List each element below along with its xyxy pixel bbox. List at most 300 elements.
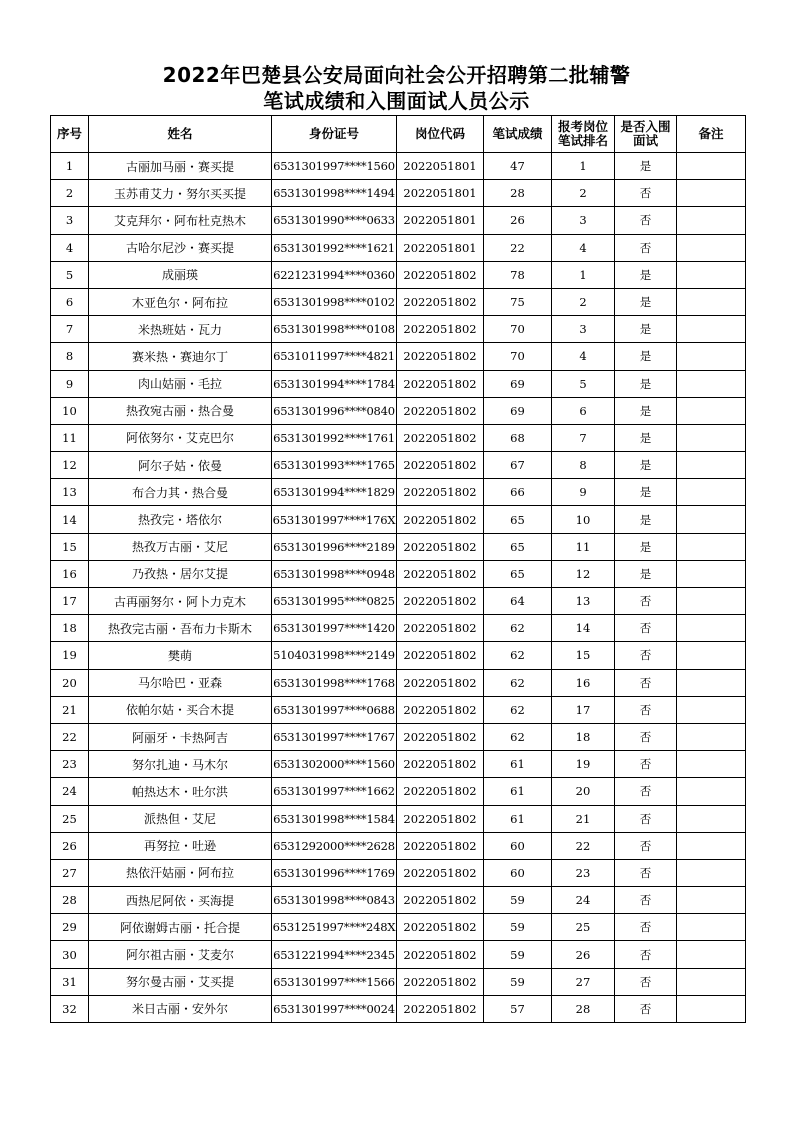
cell-score: 62	[484, 615, 552, 642]
cell-note	[677, 234, 746, 261]
cell-score: 60	[484, 832, 552, 859]
cell-rank: 16	[552, 669, 615, 696]
cell-rank: 21	[552, 805, 615, 832]
cell-name: 依帕尔姑・买合木提	[89, 696, 272, 723]
cell-name: 热依汗姑丽・阿布拉	[89, 859, 272, 886]
cell-position-code: 2022051802	[397, 914, 484, 941]
cell-position-code: 2022051802	[397, 887, 484, 914]
cell-position-code: 2022051801	[397, 153, 484, 180]
cell-note	[677, 642, 746, 669]
cell-id: 6531301998****0108	[272, 316, 397, 343]
cell-seq: 31	[51, 968, 89, 995]
cell-rank: 6	[552, 397, 615, 424]
cell-note	[677, 452, 746, 479]
cell-id: 6531301997****176X	[272, 506, 397, 533]
cell-name: 阿依努尔・艾克巴尔	[89, 424, 272, 451]
cell-rank: 10	[552, 506, 615, 533]
cell-note	[677, 805, 746, 832]
cell-score: 78	[484, 261, 552, 288]
cell-id: 6531301993****1765	[272, 452, 397, 479]
cell-note	[677, 615, 746, 642]
header-name: 姓名	[89, 116, 272, 153]
cell-seq: 6	[51, 288, 89, 315]
cell-id: 6531301994****1784	[272, 370, 397, 397]
cell-pass: 否	[615, 859, 677, 886]
table-row	[51, 832, 746, 859]
cell-note	[677, 370, 746, 397]
cell-name: 赛米热・赛迪尔丁	[89, 343, 272, 370]
cell-position-code: 2022051802	[397, 696, 484, 723]
cell-note	[677, 995, 746, 1022]
cell-score: 62	[484, 696, 552, 723]
cell-name: 米日古丽・安外尔	[89, 995, 272, 1022]
cell-pass: 是	[615, 533, 677, 560]
cell-position-code: 2022051802	[397, 941, 484, 968]
cell-name: 乃孜热・居尔艾提	[89, 560, 272, 587]
cell-note	[677, 479, 746, 506]
header-rank: 报考岗位笔试排名	[552, 116, 615, 153]
cell-name: 古丽加马丽・赛买提	[89, 153, 272, 180]
cell-seq: 11	[51, 424, 89, 451]
cell-id: 6531301992****1761	[272, 424, 397, 451]
cell-score: 65	[484, 560, 552, 587]
cell-score: 69	[484, 397, 552, 424]
cell-rank: 2	[552, 180, 615, 207]
cell-note	[677, 914, 746, 941]
cell-seq: 18	[51, 615, 89, 642]
table-row	[51, 506, 746, 533]
table-row	[51, 805, 746, 832]
table-row	[51, 343, 746, 370]
cell-seq: 2	[51, 180, 89, 207]
cell-note	[677, 778, 746, 805]
cell-position-code: 2022051802	[397, 261, 484, 288]
cell-position-code: 2022051802	[397, 751, 484, 778]
cell-pass: 否	[615, 180, 677, 207]
cell-position-code: 2022051802	[397, 316, 484, 343]
cell-name: 布合力其・热合曼	[89, 479, 272, 506]
table-row	[51, 995, 746, 1022]
header-pass: 是否入围面试	[615, 116, 677, 153]
cell-note	[677, 533, 746, 560]
cell-seq: 3	[51, 207, 89, 234]
cell-seq: 17	[51, 588, 89, 615]
table-row	[51, 370, 746, 397]
table-row	[51, 615, 746, 642]
cell-note	[677, 316, 746, 343]
cell-score: 61	[484, 805, 552, 832]
cell-score: 64	[484, 588, 552, 615]
cell-seq: 12	[51, 452, 89, 479]
cell-rank: 14	[552, 615, 615, 642]
cell-rank: 22	[552, 832, 615, 859]
cell-pass: 是	[615, 288, 677, 315]
cell-note	[677, 832, 746, 859]
table-row	[51, 914, 746, 941]
cell-seq: 32	[51, 995, 89, 1022]
cell-id: 6531301995****0825	[272, 588, 397, 615]
page-title: 2022年巴楚县公安局面向社会公开招聘第二批辅警	[162, 63, 631, 87]
cell-name: 热孜万古丽・艾尼	[89, 533, 272, 560]
cell-rank: 2	[552, 288, 615, 315]
cell-score: 57	[484, 995, 552, 1022]
cell-note	[677, 560, 746, 587]
cell-position-code: 2022051802	[397, 479, 484, 506]
cell-position-code: 2022051801	[397, 207, 484, 234]
cell-position-code: 2022051802	[397, 560, 484, 587]
cell-id: 6531301998****1584	[272, 805, 397, 832]
cell-score: 68	[484, 424, 552, 451]
cell-id: 6531011997****4821	[272, 343, 397, 370]
cell-rank: 13	[552, 588, 615, 615]
cell-rank: 27	[552, 968, 615, 995]
table-row	[51, 560, 746, 587]
cell-name: 樊萌	[89, 642, 272, 669]
cell-rank: 9	[552, 479, 615, 506]
cell-note	[677, 343, 746, 370]
table-row	[51, 887, 746, 914]
header-score: 笔试成绩	[484, 116, 552, 153]
cell-id: 6531301996****0840	[272, 397, 397, 424]
cell-pass: 否	[615, 995, 677, 1022]
cell-rank: 15	[552, 642, 615, 669]
cell-seq: 23	[51, 751, 89, 778]
cell-name: 阿尔祖古丽・艾麦尔	[89, 941, 272, 968]
table-row	[51, 968, 746, 995]
header-seq: 序号	[51, 116, 89, 153]
cell-score: 65	[484, 506, 552, 533]
cell-name: 阿丽牙・卡热阿吉	[89, 723, 272, 750]
cell-pass: 是	[615, 479, 677, 506]
table-row	[51, 751, 746, 778]
cell-name: 西热尼阿依・买海提	[89, 887, 272, 914]
cell-name: 成丽瑛	[89, 261, 272, 288]
cell-score: 26	[484, 207, 552, 234]
cell-name: 努尔扎迪・马木尔	[89, 751, 272, 778]
cell-note	[677, 424, 746, 451]
cell-position-code: 2022051802	[397, 642, 484, 669]
cell-pass: 是	[615, 452, 677, 479]
table-row	[51, 642, 746, 669]
table-row	[51, 207, 746, 234]
cell-rank: 26	[552, 941, 615, 968]
cell-score: 65	[484, 533, 552, 560]
cell-id: 6531221994****2345	[272, 941, 397, 968]
cell-name: 热孜宛古丽・热合曼	[89, 397, 272, 424]
cell-position-code: 2022051802	[397, 723, 484, 750]
cell-pass: 否	[615, 887, 677, 914]
cell-id: 6531301997****0688	[272, 696, 397, 723]
cell-seq: 14	[51, 506, 89, 533]
cell-id: 6531301997****1560	[272, 153, 397, 180]
table-row	[51, 859, 746, 886]
cell-position-code: 2022051801	[397, 180, 484, 207]
cell-pass: 否	[615, 723, 677, 750]
cell-seq: 1	[51, 153, 89, 180]
cell-pass: 否	[615, 207, 677, 234]
cell-score: 59	[484, 887, 552, 914]
table-row	[51, 180, 746, 207]
cell-position-code: 2022051802	[397, 669, 484, 696]
cell-name: 阿尔子姑・依曼	[89, 452, 272, 479]
cell-note	[677, 669, 746, 696]
cell-position-code: 2022051802	[397, 805, 484, 832]
cell-pass: 是	[615, 343, 677, 370]
cell-id: 6531301998****1494	[272, 180, 397, 207]
cell-name: 帕热达木・吐尔洪	[89, 778, 272, 805]
cell-id: 6531301997****0024	[272, 995, 397, 1022]
cell-rank: 7	[552, 424, 615, 451]
table-row	[51, 941, 746, 968]
cell-name: 古哈尔尼沙・赛买提	[89, 234, 272, 261]
cell-score: 59	[484, 941, 552, 968]
cell-name: 马尔哈巴・亚森	[89, 669, 272, 696]
cell-note	[677, 696, 746, 723]
cell-name: 努尔曼古丽・艾买提	[89, 968, 272, 995]
cell-id: 5104031998****2149	[272, 642, 397, 669]
header-position-code: 岗位代码	[397, 116, 484, 153]
cell-position-code: 2022051802	[397, 397, 484, 424]
cell-id: 6531301990****0633	[272, 207, 397, 234]
cell-score: 22	[484, 234, 552, 261]
cell-id: 6531301997****1420	[272, 615, 397, 642]
cell-rank: 24	[552, 887, 615, 914]
cell-position-code: 2022051802	[397, 343, 484, 370]
cell-position-code: 2022051802	[397, 615, 484, 642]
cell-id: 6531301998****0948	[272, 560, 397, 587]
cell-position-code: 2022051802	[397, 424, 484, 451]
cell-pass: 是	[615, 560, 677, 587]
cell-score: 66	[484, 479, 552, 506]
cell-score: 47	[484, 153, 552, 180]
cell-pass: 是	[615, 506, 677, 533]
cell-position-code: 2022051802	[397, 533, 484, 560]
cell-id: 6531251997****248X	[272, 914, 397, 941]
cell-position-code: 2022051802	[397, 506, 484, 533]
cell-name: 米热班姑・瓦力	[89, 316, 272, 343]
cell-note	[677, 397, 746, 424]
cell-pass: 否	[615, 696, 677, 723]
table-row	[51, 316, 746, 343]
cell-seq: 8	[51, 343, 89, 370]
cell-pass: 否	[615, 751, 677, 778]
cell-note	[677, 941, 746, 968]
cell-seq: 30	[51, 941, 89, 968]
cell-pass: 是	[615, 261, 677, 288]
table-row	[51, 669, 746, 696]
cell-rank: 18	[552, 723, 615, 750]
cell-score: 69	[484, 370, 552, 397]
cell-name: 木亚色尔・阿布拉	[89, 288, 272, 315]
cell-id: 6531301994****1829	[272, 479, 397, 506]
header-row	[51, 116, 746, 153]
cell-seq: 28	[51, 887, 89, 914]
cell-score: 62	[484, 642, 552, 669]
cell-position-code: 2022051802	[397, 968, 484, 995]
cell-score: 28	[484, 180, 552, 207]
cell-seq: 15	[51, 533, 89, 560]
cell-rank: 17	[552, 696, 615, 723]
cell-pass: 否	[615, 832, 677, 859]
cell-id: 6531301998****0843	[272, 887, 397, 914]
cell-pass: 否	[615, 805, 677, 832]
cell-note	[677, 751, 746, 778]
table-row	[51, 153, 746, 180]
cell-note	[677, 261, 746, 288]
cell-score: 62	[484, 669, 552, 696]
cell-seq: 24	[51, 778, 89, 805]
cell-score: 60	[484, 859, 552, 886]
cell-position-code: 2022051801	[397, 234, 484, 261]
cell-seq: 9	[51, 370, 89, 397]
cell-seq: 7	[51, 316, 89, 343]
cell-seq: 21	[51, 696, 89, 723]
cell-name: 派热但・艾尼	[89, 805, 272, 832]
cell-position-code: 2022051802	[397, 995, 484, 1022]
cell-id: 6531301997****1662	[272, 778, 397, 805]
table-row	[51, 452, 746, 479]
cell-score: 67	[484, 452, 552, 479]
cell-pass: 否	[615, 914, 677, 941]
cell-score: 59	[484, 914, 552, 941]
cell-id: 6531302000****1560	[272, 751, 397, 778]
table-row	[51, 778, 746, 805]
cell-note	[677, 153, 746, 180]
cell-note	[677, 859, 746, 886]
cell-note	[677, 506, 746, 533]
cell-seq: 27	[51, 859, 89, 886]
cell-position-code: 2022051802	[397, 452, 484, 479]
cell-seq: 19	[51, 642, 89, 669]
cell-score: 61	[484, 778, 552, 805]
cell-pass: 否	[615, 778, 677, 805]
cell-pass: 否	[615, 234, 677, 261]
table-row	[51, 723, 746, 750]
cell-pass: 否	[615, 968, 677, 995]
cell-note	[677, 180, 746, 207]
cell-rank: 19	[552, 751, 615, 778]
cell-id: 6531301992****1621	[272, 234, 397, 261]
cell-rank: 25	[552, 914, 615, 941]
cell-seq: 5	[51, 261, 89, 288]
cell-score: 61	[484, 751, 552, 778]
cell-rank: 3	[552, 207, 615, 234]
cell-position-code: 2022051802	[397, 859, 484, 886]
cell-pass: 是	[615, 370, 677, 397]
table-row	[51, 397, 746, 424]
cell-rank: 8	[552, 452, 615, 479]
cell-id: 6531301997****1767	[272, 723, 397, 750]
cell-rank: 1	[552, 261, 615, 288]
cell-rank: 28	[552, 995, 615, 1022]
cell-note	[677, 207, 746, 234]
cell-id: 6531301998****1768	[272, 669, 397, 696]
cell-name: 古再丽努尔・阿卜力克木	[89, 588, 272, 615]
cell-name: 肉山姑丽・毛拉	[89, 370, 272, 397]
cell-id: 6531292000****2628	[272, 832, 397, 859]
cell-position-code: 2022051802	[397, 832, 484, 859]
cell-name: 再努拉・吐逊	[89, 832, 272, 859]
cell-position-code: 2022051802	[397, 370, 484, 397]
cell-id: 6531301998****0102	[272, 288, 397, 315]
cell-rank: 4	[552, 234, 615, 261]
results-table	[50, 115, 746, 1023]
cell-seq: 25	[51, 805, 89, 832]
cell-score: 62	[484, 723, 552, 750]
cell-seq: 29	[51, 914, 89, 941]
table-row	[51, 261, 746, 288]
cell-score: 75	[484, 288, 552, 315]
cell-pass: 否	[615, 941, 677, 968]
header-note: 备注	[677, 116, 746, 153]
cell-pass: 是	[615, 397, 677, 424]
cell-note	[677, 288, 746, 315]
cell-note	[677, 588, 746, 615]
cell-rank: 20	[552, 778, 615, 805]
cell-pass: 否	[615, 669, 677, 696]
cell-seq: 26	[51, 832, 89, 859]
cell-position-code: 2022051802	[397, 588, 484, 615]
table-row	[51, 234, 746, 261]
table-row	[51, 696, 746, 723]
cell-name: 玉苏甫艾力・努尔买买提	[89, 180, 272, 207]
cell-note	[677, 723, 746, 750]
cell-pass: 是	[615, 316, 677, 343]
table-row	[51, 588, 746, 615]
cell-id: 6531301996****2189	[272, 533, 397, 560]
cell-seq: 22	[51, 723, 89, 750]
cell-rank: 4	[552, 343, 615, 370]
cell-id: 6221231994****0360	[272, 261, 397, 288]
cell-pass: 是	[615, 153, 677, 180]
cell-rank: 5	[552, 370, 615, 397]
cell-position-code: 2022051802	[397, 778, 484, 805]
cell-score: 59	[484, 968, 552, 995]
cell-seq: 4	[51, 234, 89, 261]
cell-rank: 3	[552, 316, 615, 343]
cell-note	[677, 968, 746, 995]
table-row	[51, 424, 746, 451]
cell-note	[677, 887, 746, 914]
cell-score: 70	[484, 343, 552, 370]
cell-score: 70	[484, 316, 552, 343]
cell-seq: 13	[51, 479, 89, 506]
cell-name: 阿依谢姆古丽・托合提	[89, 914, 272, 941]
table-row	[51, 479, 746, 506]
cell-rank: 23	[552, 859, 615, 886]
cell-seq: 16	[51, 560, 89, 587]
cell-pass: 否	[615, 588, 677, 615]
page-subtitle: 笔试成绩和入围面试人员公示	[263, 89, 530, 113]
cell-rank: 1	[552, 153, 615, 180]
cell-seq: 10	[51, 397, 89, 424]
cell-pass: 否	[615, 615, 677, 642]
cell-rank: 11	[552, 533, 615, 560]
table-row	[51, 533, 746, 560]
cell-rank: 12	[552, 560, 615, 587]
table-row	[51, 288, 746, 315]
header-id: 身份证号	[272, 116, 397, 153]
cell-position-code: 2022051802	[397, 288, 484, 315]
cell-seq: 20	[51, 669, 89, 696]
cell-name: 艾克拜尔・阿布杜克热木	[89, 207, 272, 234]
cell-pass: 否	[615, 642, 677, 669]
cell-name: 热孜完・塔依尔	[89, 506, 272, 533]
cell-pass: 是	[615, 424, 677, 451]
cell-id: 6531301997****1566	[272, 968, 397, 995]
cell-id: 6531301996****1769	[272, 859, 397, 886]
cell-name: 热孜完古丽・吾布力卡斯木	[89, 615, 272, 642]
